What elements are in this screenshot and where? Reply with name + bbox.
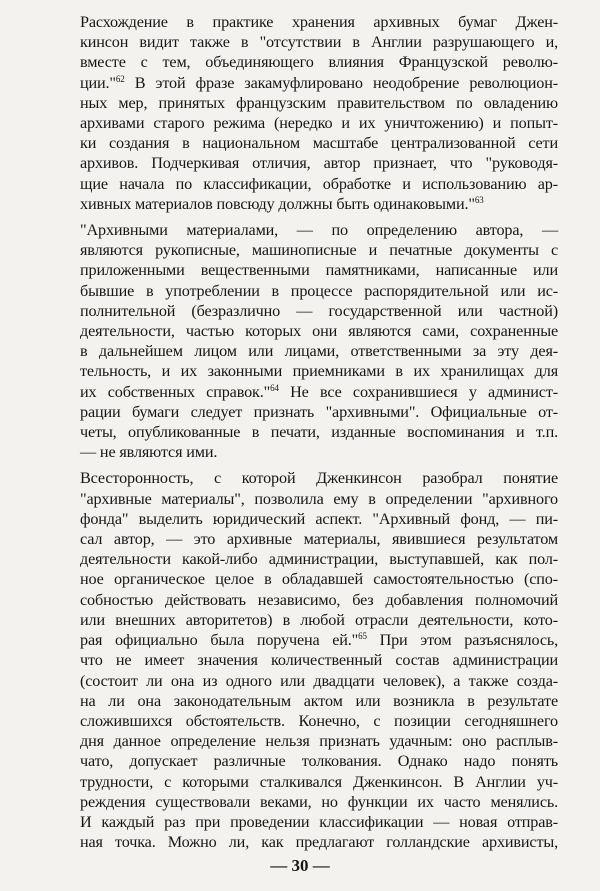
text-line: При этом разъяснялось, — [379, 631, 558, 650]
text-line: архивами старого режима (нередко и их уничтожению) и попыт- — [80, 114, 558, 133]
text-line: (состоит ли она из одного или двадцати человек), а также созда- — [80, 671, 558, 690]
text-line: Всесторонность, с которой Дженкинсон разобрал понятие — [80, 469, 558, 488]
text-line: сал автор, — это архивные материалы, явившиеся результатом — [80, 530, 558, 549]
text-line: ции." — [80, 73, 116, 92]
text-line: приложенными вещественными памятниками, написанные или — [80, 261, 558, 280]
footnote-ref-62: 62 — [115, 73, 125, 84]
text-line: рации бумаги следует признать "архивными". Официальные от- — [80, 402, 558, 421]
text-line: щие начала по классификации, обработке и использованию ар- — [80, 174, 558, 193]
text-line: тельность, и их законными приемниками в их хранилищах для — [80, 362, 558, 381]
body-text — [54, 12, 558, 852]
text-line: ных мер, принятых французским правительством по овладению — [80, 93, 558, 112]
text-line: хивных материалов повсюду должны быть одинаковыми." — [80, 194, 475, 213]
paragraph-1 — [54, 12, 558, 214]
footnote-ref-63: 63 — [474, 194, 484, 205]
footnote-ref-64: 64 — [270, 382, 279, 393]
text-line: Расхождение в практике хранения архивных бумаг Джен- — [80, 13, 558, 31]
text-line: бывшие в употреблении в процессе распорядительной или ис- — [80, 281, 558, 300]
text-line: сложившихся обстоятельств. Конечно, с позиции сегодняшнего — [80, 711, 558, 730]
text-line: кинсон видит также в "отсутствии в Англии разрушающего и, — [80, 33, 558, 52]
text-line: "архивные материалы", позволила ему в определении "архивного — [80, 489, 558, 508]
text-line: вместе с тем, объединяющего влияния Французской револю- — [80, 53, 558, 72]
text-line: "Архивными материалами, — по определению автора, — — [80, 221, 558, 240]
text-line: трудности, с которыми сталкивался Дженкинсон. В Англии уч- — [80, 772, 558, 791]
text-line: деятельности какой-либо администрации, выступавшей, как пол- — [80, 550, 558, 569]
text-line: или внешних авторитетов) в любой отрасли деятельности, кото- — [80, 610, 558, 629]
text-line: ное органическое целое в обладавшей самостоятельностью (спо- — [80, 570, 558, 589]
footnote-ref-65: 65 — [358, 631, 367, 642]
text-line: ная точка. Можно ли, как предлагают голландские архивисты, — [80, 833, 558, 852]
text-line: И каждый раз при проведении классификации — новая отправ- — [80, 812, 558, 831]
paragraph-2 — [54, 220, 558, 462]
text-line: чато, допускает различные толкования. Однако надо понять — [80, 752, 558, 771]
text-line: архивов. Подчеркивая отличия, автор признает, что "руководя- — [80, 154, 558, 173]
text-line: что не имеет значения количественный состав администрации — [80, 651, 558, 670]
text-line: являются рукописные, машинописные и печатные документы с — [80, 241, 558, 260]
text-line: деятельности, частью которых они являются сами, сохраненные — [80, 322, 558, 341]
text-line: собностью действовать независимо, без добавления полномочий — [80, 590, 558, 609]
text-line: полнительной (безразлично — государственной или частной) — [80, 301, 558, 320]
text-line: — не являются ими. — [80, 443, 218, 462]
text-line: в дальнейшем лицом или лицами, ответственными за эту дея- — [80, 342, 558, 361]
text-line: на ли она законодательным актом или возникла в результате — [80, 691, 558, 710]
text-line: Не все сохранившиеся у админист- — [290, 382, 558, 401]
text-line: фонда" выделить юридический аспект. "Архивный фонд, — пи- — [80, 509, 558, 528]
text-line: их собственных справок." — [80, 382, 271, 401]
text-line: четы, опубликованные в печати, изданные воспоминания и т.п. — [80, 423, 558, 442]
page-number: — 30 — — [270, 856, 330, 875]
text-line: реждения существовали веками, но функции их часто менялись. — [80, 792, 558, 811]
text-line: ки создания в национальном масштабе централизованной сети — [80, 134, 558, 153]
paragraph-3 — [54, 468, 558, 852]
text-line: дня данное определение нельзя признать удачным: оно расплыв- — [80, 732, 558, 751]
text-line: рая официально была поручена ей." — [80, 631, 359, 650]
text-line: В этой фразе закамуфлировано неодобрение революцион- — [134, 73, 558, 92]
